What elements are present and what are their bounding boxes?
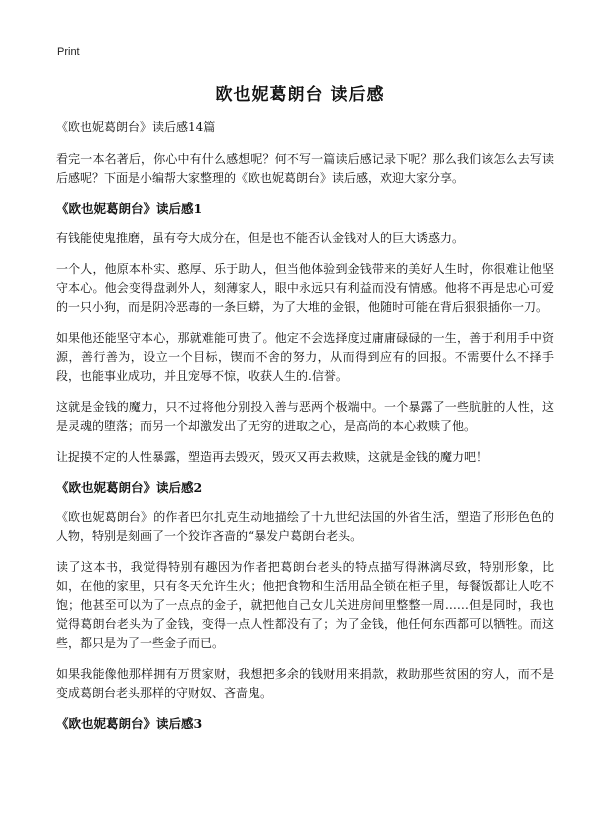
section-paragraph: 读了这本书，我觉得特别有趣因为作者把葛朗台老头的特点描写得淋漓尽致，特别形象，比如，在他的家里，只有冬天允许生火；他把食物和生活用品全锁在柜子里，每餐饭都让人吃不饱；他甚至可以为了一点点的金子，就把他自己女儿关进房间里整整一周……但是同时，我也觉得葛朗台老头为了金钱，变得一点人性都没有了；为了金钱，他任何东西都可以牺牲。而这些，都只是为了一些金子而已。 xyxy=(56,560,554,650)
section-paragraph: 这就是金钱的魔力，只不过将他分别投入善与恶两个极端中。一个暴露了一些肮脏的人性，这是灵魂的堕落；而另一个却激发出了无穷的进取之心，是高尚的本心救赎了他。 xyxy=(56,400,554,433)
section-paragraph: 让捉摸不定的人性暴露，塑造再去毁灭，毁灭又再去救赎，这就是金钱的魔力吧！ xyxy=(56,450,489,464)
page-title: 欧也妮葛朗台 读后感 xyxy=(215,85,385,105)
section-paragraph: 如果我能像他那样拥有万贯家财，我想把多余的钱财用来捐款，救助那些贫困的穷人，而不是变成葛朗台老头那样的守财奴、吝啬鬼。 xyxy=(56,667,554,700)
article-body xyxy=(56,118,554,744)
section-heading: 《欧也妮葛朗台》读后感1 xyxy=(56,201,203,216)
section-heading: 《欧也妮葛朗台》读后感2 xyxy=(56,480,203,495)
section-paragraph: 《欧也妮葛朗台》的作者巴尔扎克生动地描绘了十九世纪法国的外省生活，塑造了形形色色的人物，特别是刻画了一个狡诈吝啬的“暴发户葛朗台老头。 xyxy=(56,510,554,543)
section-paragraph: 有钱能使鬼推磨，虽有夸大成分在，但是也不能否认金钱对人的巨大诱惑力。 xyxy=(56,231,465,245)
section-heading: 《欧也妮葛朗台》读后感3 xyxy=(56,716,203,731)
print-link[interactable]: Print xyxy=(57,46,80,58)
section-paragraph: 如果他还能坚守本心，那就难能可贵了。他定不会选择度过庸庸碌碌的一生，善于利用手中资源，善行善为，设立一个目标，锲而不舍的努力，从而得到应有的回报。不需要什么不择手段，也能事业成功，并且宠辱不惊，收获人生的.信誉。 xyxy=(56,331,554,383)
intro-paragraph: 看完一本名著后，你心中有什么感想呢？何不写一篇读后感记录下呢？那么我们该怎么去写读后感呢？下面是小编帮大家整理的《欧也妮葛朗台》读后感，欢迎大家分享。 xyxy=(56,152,554,185)
section-paragraph: 一个人，他原本朴实、憨厚、乐于助人，但当他体验到金钱带来的美好人生时，你很难让他坚守本心。他会变得盘剥外人，刻薄家人，眼中永远只有利益而没有情感。他将不再是忠心可爱的一只小狗，而是阴冷恶毒的一条巨蟒，为了大堆的金银，他随时可能在背后狠狠插你一刀。 xyxy=(56,262,554,314)
article-subtitle: 《欧也妮葛朗台》读后感14篇 xyxy=(56,120,216,134)
